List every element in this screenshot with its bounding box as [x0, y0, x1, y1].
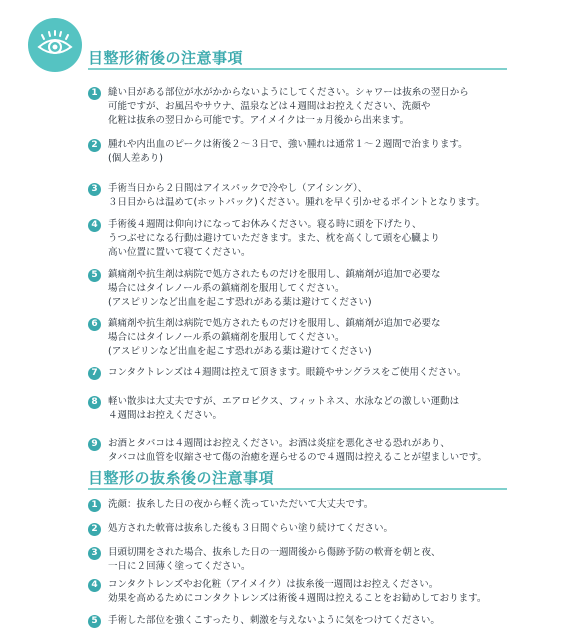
- section1-title: 目整形術後の注意事項: [88, 49, 244, 67]
- item-text-line: 手術後４週間は仰向けになってお休みください。寝る時に頭を下げたり、: [108, 219, 422, 230]
- list-item: [88, 268, 559, 310]
- item-text-line: (個人差あり): [108, 153, 163, 164]
- item-text-line: 鎮痛剤や抗生剤は病院で処方されたものだけを服用し、鎮痛剤が追加で必要な: [108, 318, 441, 329]
- item-number-badge: 8: [88, 396, 101, 409]
- item-text-line: コンタクトレンズやお化粧（アイメイク）は抜糸後一週間はお控えください。: [108, 579, 439, 590]
- item-text-line: 可能ですが、お風呂やサウナ、温泉などは４週間はお控えください、洗顔や: [108, 101, 431, 112]
- item-number-badge: 4: [88, 219, 101, 232]
- item-text-line: 高い位置に置いて寝てください。: [108, 247, 251, 258]
- item-text-line: 手術当日から２日間はアイスパックで冷やし（アイシング）、: [108, 183, 368, 194]
- item-text-line: 場合にはタイレノール系の鎮痛剤を服用してください。: [108, 283, 345, 294]
- list-item: [88, 138, 559, 166]
- item-number-badge: 6: [88, 318, 101, 331]
- item-number-badge: 1: [88, 499, 101, 512]
- item-text-line: 化粧は抜糸の翌日から可能です。アイメイクは一ヵ月後から出来ます。: [108, 115, 410, 126]
- item-text-line: 場合にはタイレノール系の鎮痛剤を服用してください。: [108, 332, 345, 343]
- eye-badge: [28, 18, 82, 72]
- item-text-line: うつぶせになる行動は避けていただきます。また、枕を高くして頭を心臓より: [108, 233, 440, 244]
- list-item: [88, 86, 559, 128]
- item-text-line: 腫れや内出血のピークは術後２～３日で、強い腫れは通常１～２週間で治まります。: [108, 139, 468, 150]
- list-item: [88, 498, 559, 512]
- list-item: [88, 218, 559, 260]
- list-item: [88, 366, 559, 380]
- item-text-line: 一日に２回薄く塗ってください。: [108, 561, 251, 572]
- eye-icon: [36, 30, 74, 60]
- item-number-badge: 2: [88, 139, 101, 152]
- item-number-badge: 3: [88, 547, 101, 560]
- item-number-badge: 2: [88, 523, 101, 536]
- item-text-line: タバコは血管を収縮させて傷の治癒を遅らせるので４週間は控えることが望ましいです。: [108, 452, 487, 463]
- item-number-badge: 1: [88, 87, 101, 100]
- item-text-line: コンタクトレンズは４週間は控えて頂きます。眼鏡やサングラスをご使用ください。: [108, 367, 467, 378]
- item-number-badge: 4: [88, 579, 101, 592]
- item-text-line: 手術した部位を強くこすったり、刺激を与えないように気をつけてください。: [108, 615, 440, 626]
- item-text-line: 処方された軟膏は抜糸した後も３日間ぐらい塗り続けてください。: [108, 523, 394, 534]
- item-text-line: (アスピリンなど出血を起こす恐れがある薬は避けてください): [108, 297, 372, 308]
- item-text-line: お酒とタバコは４週間はお控えください。お酒は炎症を悪化させる恐れがあり、: [108, 438, 450, 449]
- item-text-line: 目頭切開をされた場合、抜糸した日の一週間後から傷跡予防の軟膏を朝と夜、: [108, 547, 441, 558]
- list-item: [88, 182, 559, 210]
- list-item: [88, 546, 559, 574]
- item-text-line: (アスピリンなど出血を起こす恐れがある薬は避けてください): [108, 346, 372, 357]
- item-number-badge: 5: [88, 269, 101, 282]
- item-text-line: 効果を高めるためにコンタクトレンズは術後４週間は控えることをお勧めしております。: [108, 593, 487, 604]
- item-text-line: 鎮痛剤や抗生剤は病院で処方されたものだけを服用し、鎮痛剤が追加で必要な: [108, 269, 441, 280]
- item-text-line: ４週間はお控えください。: [108, 410, 223, 421]
- item-number-badge: 7: [88, 367, 101, 380]
- list-item: [88, 317, 559, 359]
- list-item: [88, 437, 559, 465]
- item-number-badge: 3: [88, 183, 101, 196]
- list-item: [88, 395, 559, 423]
- item-text-line: 洗顔：抜糸した日の夜から軽く洗っていただいて大丈夫です。: [108, 499, 374, 510]
- item-text-line: ３日目からは温めて(ホットパック)ください。腫れを早く引かせるポイントとなります。: [108, 197, 485, 208]
- list-item: [88, 614, 559, 628]
- item-number-badge: 9: [88, 438, 101, 451]
- list-item: [88, 578, 559, 606]
- item-number-badge: 5: [88, 615, 101, 628]
- section2-divider: [88, 488, 507, 490]
- section2-title: 目整形の抜糸後の注意事項: [88, 469, 275, 487]
- item-text-line: 縫い目がある部位が水がかからないようにしてください。シャワーは抜糸の翌日から: [108, 87, 469, 98]
- item-text-line: 軽い散歩は大丈夫ですが、エアロビクス、フィットネス、水泳などの激しい運動は: [108, 396, 460, 407]
- section1-divider: [88, 68, 507, 70]
- list-item: [88, 522, 559, 536]
